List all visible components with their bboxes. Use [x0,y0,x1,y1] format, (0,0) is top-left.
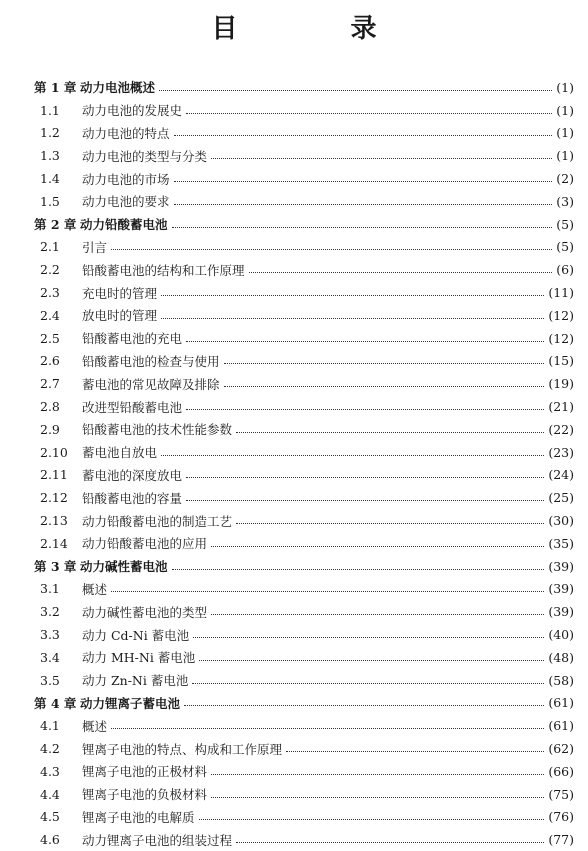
toc-section-entry [34,190,574,213]
toc-section-entry [34,828,574,851]
toc-section-entry [34,350,574,373]
toc-section-entry [34,509,574,532]
entry-page-number: (30) [548,513,574,529]
entry-title: 锂离子电池的特点、构成和工作原理 [82,741,283,757]
toc-chapter-entry [34,692,574,715]
dot-leader [186,113,552,114]
dot-leader [111,728,544,729]
dot-leader [186,341,544,342]
dot-leader [111,591,544,592]
entry-number: 2.1 [40,239,60,255]
entry-number: 2.8 [40,399,60,415]
entry-number: 2.6 [40,353,60,369]
toc-section-entry [34,304,574,327]
entry-title: 动力 Cd-Ni 蓄电池 [82,627,190,643]
entry-number: 2.5 [40,330,60,346]
entry-title: 引言 [82,239,108,255]
entry-number: 2.12 [40,490,68,506]
dot-leader [193,637,544,638]
entry-number: 3.5 [40,672,60,688]
toc-section-entry [34,737,574,760]
entry-page-number: (39) [548,581,574,597]
dot-leader [236,523,544,524]
dot-leader [192,683,544,684]
entry-page-number: (1) [556,148,574,164]
toc-section-entry [34,578,574,601]
entry-number: 2.9 [40,421,60,437]
entry-page-number: (25) [548,490,574,506]
entry-title: 动力锂离子电池的组装过程 [82,832,233,848]
toc-section-entry [34,441,574,464]
entry-page-number: (11) [548,285,574,301]
entry-page-number: (39) [548,604,574,620]
toc-section-entry [34,258,574,281]
entry-title: 动力碱性蓄电池 [80,559,168,575]
dot-leader [111,249,552,250]
entry-number: 1.5 [40,193,60,209]
dot-leader [249,272,553,273]
toc-section-entry [34,372,574,395]
entry-title: 动力铅酸蓄电池的应用 [82,536,208,552]
dot-leader [172,227,553,228]
toc-section-entry [34,760,574,783]
entry-title: 锂离子电池的负极材料 [82,787,208,803]
entry-page-number: (21) [548,399,574,415]
dot-leader [199,660,544,661]
dot-leader [184,705,544,706]
dot-leader [224,386,545,387]
entry-title: 铅酸蓄电池的充电 [82,331,183,347]
dot-leader [174,135,553,136]
toc-section-entry [34,532,574,555]
entry-page-number: (62) [548,741,574,756]
entry-title: 铅酸蓄电池的技术性能参数 [82,422,233,438]
entry-title: 动力电池的特点 [82,125,170,141]
entry-page-number: (5) [556,239,574,255]
entry-title: 动力碱性蓄电池的类型 [82,604,208,620]
entry-title: 动力电池的发展史 [82,103,183,119]
toc-section-entry [34,714,574,737]
dot-leader [161,295,544,296]
entry-number: 1.2 [40,125,60,141]
dot-leader [211,774,544,775]
entry-title: 铅酸蓄电池的容量 [82,490,183,506]
entry-page-number: (66) [548,763,574,779]
entry-number: 2.11 [40,467,68,483]
entry-page-number: (5) [556,216,574,232]
entry-title: 动力电池概述 [80,80,156,96]
entry-page-number: (19) [548,376,574,392]
dot-leader [236,432,544,433]
entry-number: 4.1 [40,718,60,734]
entry-title: 铅酸蓄电池的结构和工作原理 [82,262,245,278]
entry-title: 蓄电池自放电 [82,445,158,461]
entry-title: 动力铅酸蓄电池 [80,217,168,233]
entry-number: 第 4 章 [34,695,77,711]
entry-title: 锂离子电池的电解质 [82,809,195,825]
entry-title: 动力 MH-Ni 蓄电池 [82,650,196,666]
entry-number: 2.3 [40,285,60,301]
dot-leader [161,318,544,319]
entry-page-number: (76) [548,809,574,825]
entry-number: 2.4 [40,307,60,323]
dot-leader [174,204,553,205]
dot-leader [174,181,553,182]
entry-page-number: (58) [548,672,574,688]
entry-page-number: (77) [548,832,574,848]
dot-leader [236,842,544,843]
entry-number: 3.2 [40,604,60,620]
toc-chapter-entry [34,213,574,236]
toc-section-entry [34,418,574,441]
entry-page-number: (12) [548,330,574,346]
entry-page-number: (22) [548,421,574,437]
toc-section-entry [34,99,574,122]
toc-section-entry [34,281,574,304]
entry-title: 改进型铅酸蓄电池 [82,399,183,415]
entry-page-number: (1) [556,125,574,141]
entry-page-number: (15) [548,353,574,369]
entry-page-number: (48) [548,649,574,665]
table-of-contents [34,76,574,851]
entry-number: 2.14 [40,535,68,551]
toc-section-entry [34,486,574,509]
toc-section-entry [34,144,574,167]
toc-section-entry [34,236,574,259]
page-title: 目 录 [211,14,429,44]
entry-page-number: (6) [556,262,574,278]
entry-number: 4.2 [40,741,60,756]
entry-page-number: (40) [548,627,574,643]
entry-number: 2.10 [40,444,68,460]
dot-leader [211,158,552,159]
entry-title: 放电时的管理 [82,308,158,324]
entry-number: 4.4 [40,786,60,802]
toc-chapter-entry [34,76,574,99]
toc-section-entry [34,122,574,145]
entry-number: 1.4 [40,171,60,187]
entry-page-number: (35) [548,535,574,551]
entry-page-number: (12) [548,307,574,323]
toc-section-entry [34,623,574,646]
entry-number: 2.13 [40,513,68,529]
toc-section-entry [34,167,574,190]
toc-section-entry [34,600,574,623]
entry-title: 蓄电池的常见故障及排除 [82,376,220,392]
dot-leader [286,751,544,752]
dot-leader [186,500,544,501]
entry-number: 2.7 [40,376,60,392]
entry-number: 4.5 [40,809,60,825]
entry-page-number: (24) [548,467,574,483]
entry-number: 2.2 [40,262,60,278]
dot-leader [161,455,544,456]
entry-title: 动力锂离子蓄电池 [80,695,181,711]
entry-title: 概述 [82,718,108,734]
entry-page-number: (3) [556,193,574,209]
entry-number: 3.3 [40,627,60,643]
entry-title: 动力铅酸蓄电池的制造工艺 [82,513,233,529]
dot-leader [186,409,544,410]
entry-number: 3.4 [40,649,60,665]
toc-section-entry [34,669,574,692]
entry-page-number: (39) [548,558,574,574]
dot-leader [211,797,544,798]
entry-page-number: (23) [548,444,574,460]
entry-page-number: (2) [556,171,574,187]
dot-leader [224,363,545,364]
entry-page-number: (1) [556,79,574,95]
dot-leader [172,569,545,570]
toc-section-entry [34,395,574,418]
entry-number: 第 2 章 [34,217,77,233]
entry-title: 铅酸蓄电池的检查与使用 [82,353,220,369]
dot-leader [186,477,544,478]
entry-title: 动力电池的类型与分类 [82,148,208,164]
entry-number: 1.3 [40,148,60,164]
toc-section-entry [34,464,574,487]
dot-leader [159,90,552,91]
entry-number: 3.1 [40,581,60,597]
entry-number: 4.3 [40,763,60,779]
entry-title: 概述 [82,581,108,597]
toc-section-entry [34,806,574,829]
toc-section-entry [34,646,574,669]
entry-page-number: (1) [556,102,574,118]
entry-number: 第 1 章 [34,80,77,96]
toc-chapter-entry [34,555,574,578]
dot-leader [199,819,545,820]
entry-title: 动力电池的要求 [82,194,170,210]
entry-title: 锂离子电池的正极材料 [82,764,208,780]
entry-title: 充电时的管理 [82,285,158,301]
dot-leader [211,546,544,547]
entry-number: 1.1 [40,102,60,118]
dot-leader [211,614,544,615]
entry-title: 蓄电池的深度放电 [82,467,183,483]
entry-page-number: (61) [548,718,574,734]
entry-number: 4.6 [40,832,60,848]
entry-page-number: (75) [548,786,574,802]
entry-title: 动力 Zn-Ni 蓄电池 [82,673,189,689]
toc-section-entry [34,783,574,806]
entry-number: 第 3 章 [34,559,77,575]
entry-page-number: (61) [548,695,574,711]
toc-section-entry [34,327,574,350]
entry-title: 动力电池的市场 [82,171,170,187]
